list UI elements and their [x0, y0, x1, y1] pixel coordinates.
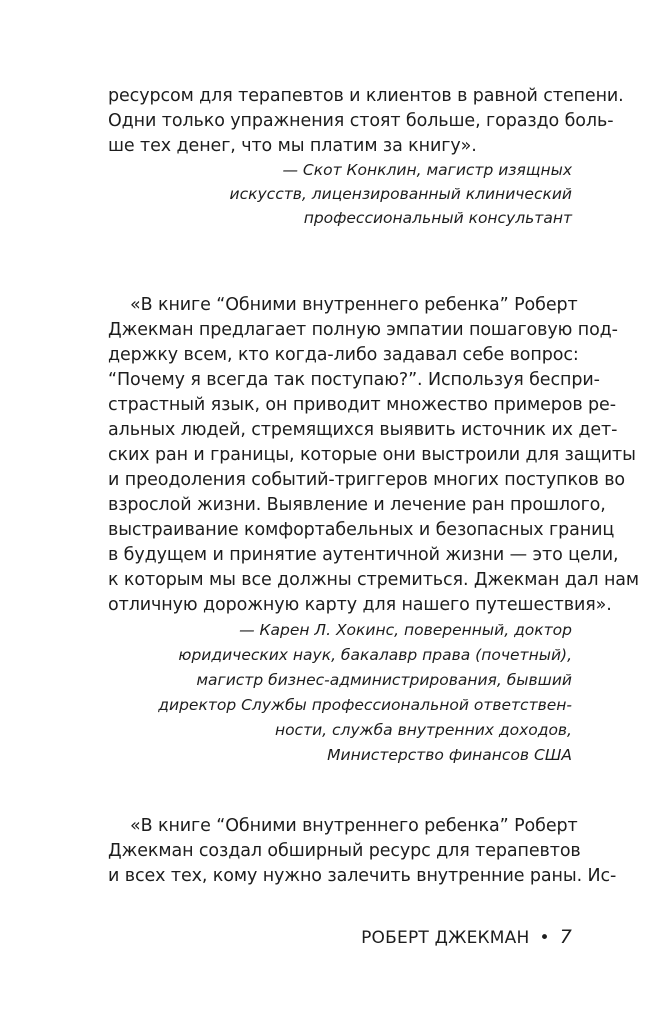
- text-line: страстный язык, он приводит множество примеров ре-: [108, 395, 616, 415]
- text-line: держку всем, кто когда-либо задавал себе вопрос:: [108, 345, 579, 365]
- running-head-author: РОБЕРТ ДЖЕКМАН: [361, 928, 530, 948]
- bullet-separator: •: [539, 928, 550, 948]
- text-line: «В книге “Обними внутреннего ребенка” Роберт: [130, 816, 578, 836]
- attribution-line: — Скот Конклин, магистр изящных: [282, 161, 572, 179]
- attribution-line: — Карен Л. Хокинс, поверенный, доктор: [239, 621, 572, 639]
- page-number: 7: [559, 926, 572, 948]
- text-line: ресурсом для терапевтов и клиентов в равной степени.: [108, 86, 624, 106]
- text-line: Одни только упражнения стоят больше, гораздо боль-: [108, 111, 614, 131]
- text-line: отличную дорожную карту для нашего путешествия».: [108, 595, 612, 615]
- attribution-line: магистр бизнес-администрирования, бывший: [196, 671, 572, 689]
- text-line: “Почему я всегда так поступаю?”. Используя беспри-: [108, 370, 600, 390]
- text-line: ских ран и границы, которые они выстроили для защиты: [108, 445, 636, 465]
- text-line: Джекман предлагает полную эмпатии пошаговую под-: [108, 320, 618, 340]
- attribution-line: директор Службы профессиональной ответствен-: [158, 696, 572, 714]
- text-line: и преодоления событий-триггеров многих поступков во: [108, 470, 626, 490]
- text-line: выстраивание комфортабельных и безопасных границ: [108, 520, 615, 540]
- text-line: в будущем и принятие аутентичной жизни — это цели,: [108, 545, 619, 565]
- attribution-line: юридических наук, бакалавр права (почетный),: [178, 646, 572, 664]
- text-line: альных людей, стремящихся выявить источник их дет-: [108, 420, 618, 440]
- attribution-line: искусств, лицензированный клинический: [229, 185, 572, 203]
- page-footer: [361, 925, 572, 950]
- text-line: Джекман создал обширный ресурс для терапевтов: [108, 841, 581, 861]
- text-line: ше тех денег, что мы платим за книгу».: [108, 136, 477, 156]
- attribution-line: профессиональный консультант: [303, 209, 572, 227]
- text-line: «В книге “Обними внутреннего ребенка” Роберт: [130, 295, 578, 315]
- text-line: к которым мы все должны стремиться. Джекман дал нам: [108, 570, 640, 590]
- attribution-line: ности, служба внутренних доходов,: [274, 721, 572, 739]
- attribution-line: Министерство финансов США: [327, 746, 572, 764]
- text-line: взрослой жизни. Выявление и лечение ран прошлого,: [108, 495, 606, 515]
- text-line: и всех тех, кому нужно залечить внутренние раны. Ис-: [108, 866, 617, 886]
